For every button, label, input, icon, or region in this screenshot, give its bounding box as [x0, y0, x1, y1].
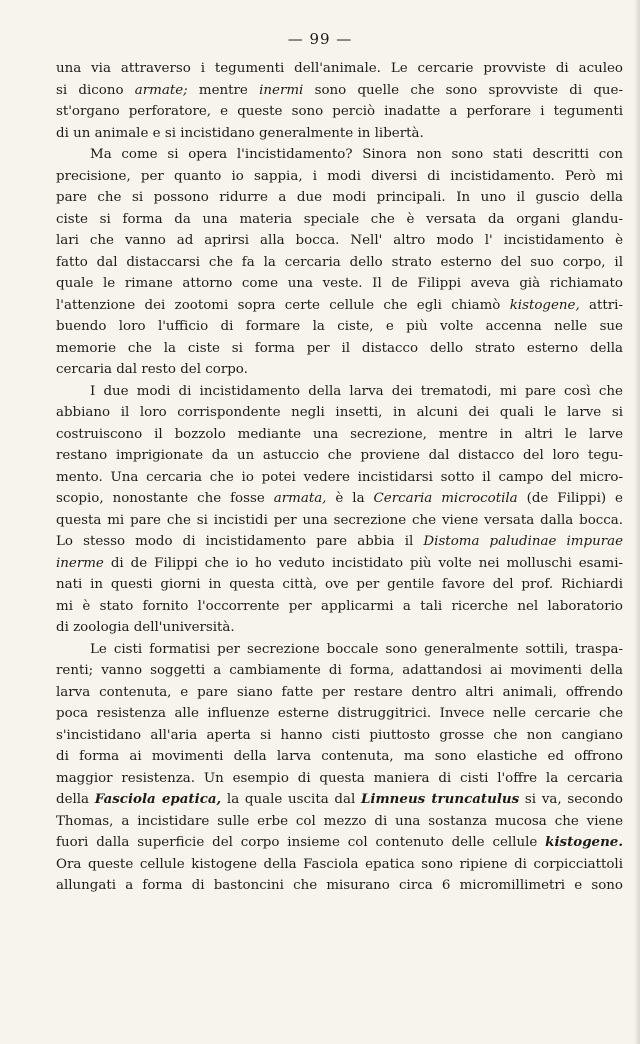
- text-line: [56, 273, 623, 295]
- text-run: è la: [326, 491, 374, 506]
- text-run: precisione, per quanto io sappia, i modi diversi di incistidamento. Però mi: [56, 168, 623, 184]
- emphasized-text: Cercaria microcotila: [373, 491, 518, 506]
- text-line: [56, 725, 623, 747]
- text-line: [56, 811, 623, 833]
- text-line: [56, 338, 623, 360]
- text-line: [56, 574, 623, 596]
- text-line: [56, 789, 623, 811]
- text-run: Ma come si opera l'incistidamento? Sinora non sono stati descritti con: [90, 147, 623, 162]
- text-line: [56, 230, 623, 252]
- emphasized-text: Distoma paludinae impurae: [423, 534, 623, 549]
- text-run: (de Filippi) e: [517, 491, 623, 506]
- text-run: mento. Una cercaria che io potei vedere incistidarsi sotto il campo del micro-: [56, 469, 623, 485]
- text-line: [56, 445, 623, 467]
- body-text: [56, 58, 623, 897]
- text-line: [56, 531, 623, 553]
- text-line: [56, 101, 623, 123]
- emphasized-text: Limneus truncatulus: [361, 791, 520, 807]
- text-run: l'attenzione dei zootomi sopra certe cellule che egli chiamò: [56, 297, 510, 313]
- text-run: sono quelle che sono sprovviste di que-: [303, 82, 623, 98]
- text-run: fuori dalla superficie del corpo insieme col contenuto delle cellule: [56, 835, 546, 850]
- text-run: di de Filippi che io ho veduto incistidato più volte nei molluschi esami-: [103, 555, 623, 571]
- text-run: di zoologia dell'università.: [56, 620, 235, 635]
- text-line: [56, 660, 623, 682]
- text-line: [56, 424, 623, 446]
- page-edge-shadow: [634, 0, 640, 1044]
- text-run: allungati a forma di bastoncini che misurano circa 6 micromillimetri e sono: [56, 878, 623, 893]
- text-run: pare che si possono ridurre a due modi principali. In uno il guscio della: [56, 190, 623, 205]
- text-run: Le cisti formatisi per secrezione boccale sono generalmente sottili, traspa-: [90, 641, 623, 657]
- emphasized-text: kistogene,: [509, 297, 580, 313]
- text-run: una via attraverso i tegumenti dell'animale. Le cercarie provviste di aculeo: [56, 61, 623, 76]
- emphasized-text: Fasciola epatica,: [94, 791, 222, 807]
- text-run: mentre: [187, 82, 260, 98]
- text-run: di forma ai movimenti della larva contenuta, ma sono elastiche ed offrono: [56, 749, 623, 764]
- text-line: [56, 359, 623, 381]
- text-line: [56, 703, 623, 725]
- emphasized-text: armate;: [134, 82, 188, 98]
- text-line: [56, 58, 623, 80]
- text-line: [56, 252, 623, 274]
- text-line: [56, 381, 623, 403]
- text-line: [56, 123, 623, 145]
- text-run: I due modi di incistidamento della larva dei trematodi, mi pare così che: [90, 383, 623, 399]
- text-run: renti; vanno soggetti a cambiamente di forma, adattandosi ai movimenti della: [56, 663, 623, 678]
- text-run: st'organo perforatore, e queste sono perciò inadatte a perforare i tegumenti: [56, 104, 623, 119]
- text-line: [56, 617, 623, 639]
- text-run: questa mi pare che si incistidi per una secrezione che viene versata dalla bocca.: [56, 512, 623, 528]
- text-run: memorie che la ciste si forma per il distacco dello strato esterno della: [56, 340, 623, 356]
- text-line: [56, 553, 623, 575]
- text-run: si dicono: [56, 82, 135, 98]
- text-line: [56, 144, 623, 166]
- emphasized-text: kistogene.: [545, 834, 623, 850]
- text-line: [56, 402, 623, 424]
- text-run: nati in questi giorni in questa città, ove per gentile favore del prof. Richiardi: [56, 577, 623, 592]
- text-run: Thomas, a incistidare sulle erbe col mezzo di una sostanza mucosa che viene: [56, 813, 623, 829]
- text-line: [56, 746, 623, 768]
- text-run: si va, secondo: [519, 792, 623, 807]
- text-run: larva contenuta, e pare siano fatte per restare dentro altri animali, offrendo: [56, 684, 623, 700]
- text-line: [56, 854, 623, 876]
- text-line: [56, 832, 623, 854]
- text-line: [56, 467, 623, 489]
- text-run: buendo loro l'ufficio di formare la ciste, e più volte accenna nelle sue: [56, 319, 623, 334]
- text-run: maggior resistenza. Un esempio di questa maniera di cisti l'offre la cercaria: [56, 770, 623, 786]
- text-run: s'incistidano all'aria aperta si hanno cisti piuttosto grosse che non cangiano: [56, 727, 623, 743]
- text-line: [56, 768, 623, 790]
- page-number: — 99 —: [287, 30, 353, 48]
- text-run: della: [56, 792, 95, 807]
- text-run: poca resistenza alle influenze esterne distruggitrici. Invece nelle cercarie che: [56, 706, 623, 721]
- text-line: [56, 639, 623, 661]
- text-line: [56, 596, 623, 618]
- text-run: abbiano il loro corrispondente negli insetti, in alcuni dei quali le larve si: [56, 405, 623, 420]
- text-run: ciste si forma da una materia speciale che è versata da organi glandu-: [56, 211, 623, 227]
- text-run: mi è stato fornito l'occorrente per applicarmi a tali ricerche nel laboratorio: [56, 598, 623, 614]
- text-line: [56, 316, 623, 338]
- text-run: costruiscono il bozzolo mediante una secrezione, mentre in altri le larve: [56, 426, 623, 442]
- text-line: [56, 80, 623, 102]
- text-line: [56, 295, 623, 317]
- text-run: lari che vanno ad aprirsi alla bocca. Nell' altro modo l' incistidamento è: [56, 233, 623, 248]
- text-line: [56, 187, 623, 209]
- text-line: [56, 510, 623, 532]
- emphasized-text: inermi: [259, 82, 304, 98]
- emphasized-text: inerme: [56, 555, 104, 571]
- text-run: cercaria dal resto del corpo.: [56, 362, 248, 377]
- text-run: fatto dal distaccarsi che fa la cercaria dello strato esterno del suo corpo, il: [56, 254, 623, 270]
- text-run: la quale uscita dal: [221, 792, 362, 807]
- text-run: Ora queste cellule kistogene della Fasciola epatica sono ripiene di corpicciattoli: [56, 856, 623, 872]
- text-line: [56, 209, 623, 231]
- text-run: attri-: [579, 297, 623, 313]
- text-line: [56, 488, 623, 510]
- text-run: restano imprigionate da un astuccio che proviene dal distacco del loro tegu-: [56, 448, 623, 463]
- text-line: [56, 166, 623, 188]
- emphasized-text: armata,: [273, 491, 327, 506]
- text-run: di un animale e si incistidano generalmente in libertà.: [56, 125, 424, 141]
- text-run: Lo stesso modo di incistidamento pare abbia il: [56, 534, 424, 549]
- text-run: scopio, nonostante che fosse: [56, 491, 274, 506]
- text-line: [56, 682, 623, 704]
- text-line: [56, 875, 623, 897]
- text-run: quale le rimane attorno come una veste. Il de Filippi aveva già richiamato: [56, 276, 623, 291]
